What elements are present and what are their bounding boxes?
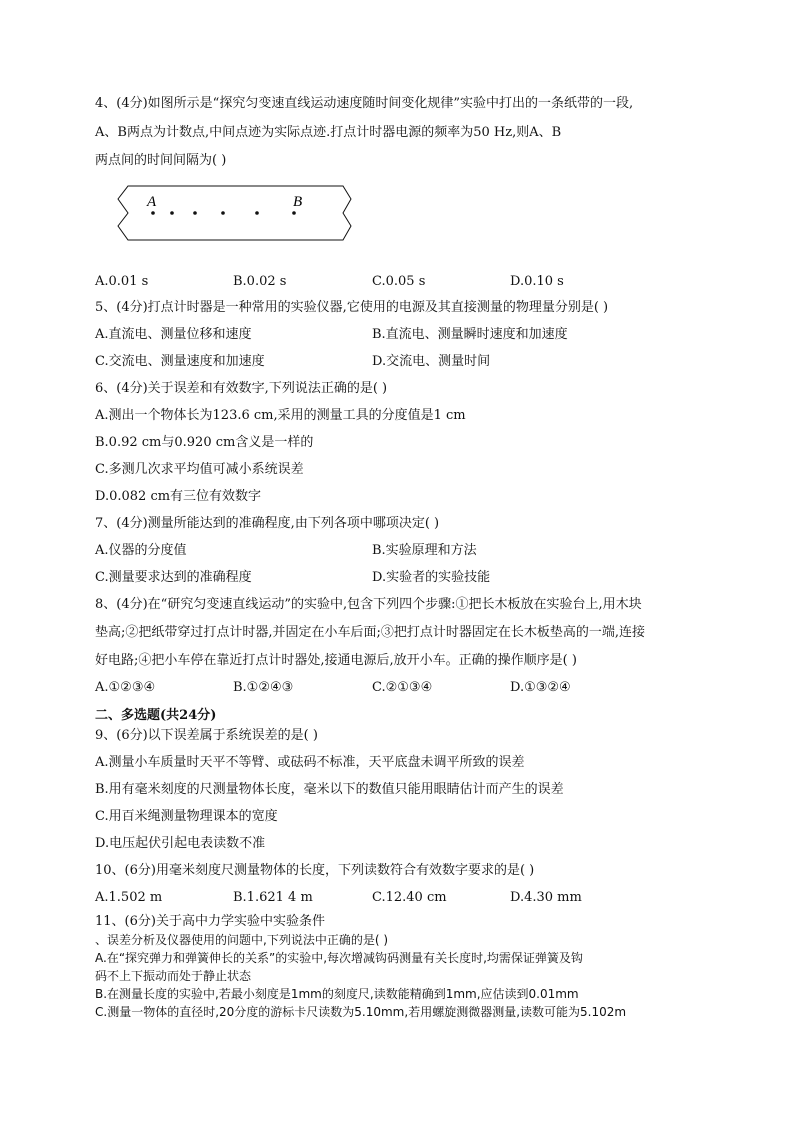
q11-option-b: B.在测量长度的实验中,若最小刻度是1mm的刻度尺,读数能精确到1mm,应估读到0.01mm — [95, 987, 579, 1001]
q8-stem-line1: 8、(4分)在“研究匀变速直线运动”的实验中,包含下列四个步骤:①把长木板放在实验台上,用木块 — [95, 597, 642, 612]
q4-stem-line3: 两点间的时间间隔为( ) — [95, 153, 227, 168]
q10-option-b: B.1.621 4 m — [233, 890, 313, 905]
tape-dot — [255, 211, 259, 215]
q8-option-c: C.②①③④ — [372, 680, 433, 695]
q4-stem-line2: A、B两点为计数点,中间点迹为实际点迹.打点计时器电源的频率为50 Hz,则A、B — [95, 125, 562, 140]
q11-option-a-line2: 码不上下振动而处于静止状态 — [95, 969, 252, 983]
q6-option-b: B.0.92 cm与0.920 cm含义是一样的 — [95, 435, 314, 450]
tape-dot — [151, 211, 155, 215]
tape-dot — [193, 211, 197, 215]
q10-option-c: C.12.40 cm — [372, 890, 447, 905]
q4-option-c: C.0.05 s — [372, 274, 426, 289]
q4-option-d: D.0.10 s — [510, 274, 564, 289]
q11-stem-line1: 11、(6分)关于高中力学实验中实验条件 — [95, 914, 325, 929]
q8-option-d: D.①③②④ — [510, 680, 571, 695]
q6-option-c: C.多测几次求平均值可减小系统误差 — [95, 462, 304, 477]
q9-option-d: D.电压起伏引起电表读数不准 — [95, 836, 266, 851]
q5-stem: 5、(4分)打点计时器是一种常用的实验仪器,它使用的电源及其直接测量的物理量分别是( ) — [95, 300, 609, 315]
q9-stem: 9、(6分)以下误差属于系统误差的是( ) — [95, 728, 318, 743]
tape-dot — [292, 211, 296, 215]
q8-option-a: A.①②③④ — [95, 680, 156, 695]
q6-stem: 6、(4分)关于误差和有效数字,下列说法正确的是( ) — [95, 381, 388, 396]
q4-stem-line1: 4、(4分)如图所示是“探究匀变速直线运动速度随时间变化规律”实验中打出的一条纸带的一段, — [95, 96, 634, 111]
q9-option-a: A.测量小车质量时天平不等臂、或砝码不标准，天平底盘未调平所致的误差 — [95, 755, 525, 770]
q7-option-d: D.实验者的实验技能 — [372, 570, 491, 585]
q11-stem-line2: 、误差分析及仪器使用的问题中,下列说法中正确的是( ) — [95, 933, 388, 947]
tape-label-b: B — [293, 194, 303, 210]
q5-option-c: C.交流电、测量速度和加速度 — [95, 354, 265, 369]
q8-option-b: B.①②④③ — [233, 680, 294, 695]
q4-option-a: A.0.01 s — [95, 274, 149, 289]
tape-dot — [221, 211, 225, 215]
q7-stem: 7、(4分)测量所能达到的准确程度,由下列各项中哪项决定( ) — [95, 516, 440, 531]
q8-stem-line2: 垫高;②把纸带穿过打点计时器,并固定在小车后面;③把打点计时器固定在长木板垫高的一端,连接 — [95, 625, 646, 640]
q7-option-a: A.仪器的分度值 — [95, 543, 187, 558]
q10-stem: 10、(6分)用毫米刻度尺测量物体的长度，下列读数符合有效数字要求的是( ) — [95, 863, 535, 878]
q8-stem-line3: 好电路;④把小车停在靠近打点计时器处,接通电源后,放开小车。正确的操作顺序是( ) — [95, 653, 577, 668]
q11-option-c: C.测量一物体的直径时,20分度的游标卡尺读数为5.10mm,若用螺旋测微器测量,读数可能为5.102m — [95, 1005, 627, 1019]
section-heading-multiple-choice: 二、多选题(共24分) — [95, 708, 217, 723]
paper-tape-figure — [110, 180, 355, 246]
q7-option-b: B.实验原理和方法 — [372, 543, 477, 558]
q9-option-c: C.用百米绳测量物理课本的宽度 — [95, 809, 278, 824]
q9-option-b: B.用有毫米刻度的尺测量物体长度，毫米以下的数值只能用眼睛估计而产生的误差 — [95, 782, 564, 797]
q10-option-d: D.4.30 mm — [510, 890, 582, 905]
q11-option-a-line1: A.在“探究弹力和弹簧伸长的关系”的实验中,每次增减钩码测量有关长度时,均需保证弹簧及钩 — [95, 951, 583, 965]
q4-option-b: B.0.02 s — [233, 274, 287, 289]
q10-option-a: A.1.502 m — [95, 890, 163, 905]
tape-dot — [170, 211, 174, 215]
q5-option-d: D.交流电、测量时间 — [372, 354, 491, 369]
q7-option-c: C.测量要求达到的准确程度 — [95, 570, 252, 585]
q6-option-a: A.测出一个物体长为123.6 cm,采用的测量工具的分度值是1 cm — [95, 408, 466, 423]
q5-option-a: A.直流电、测量位移和速度 — [95, 327, 252, 342]
q5-option-b: B.直流电、测量瞬时速度和加速度 — [372, 327, 568, 342]
q6-option-d: D.0.082 cm有三位有效数字 — [95, 489, 262, 504]
tape-label-a: A — [147, 194, 157, 210]
